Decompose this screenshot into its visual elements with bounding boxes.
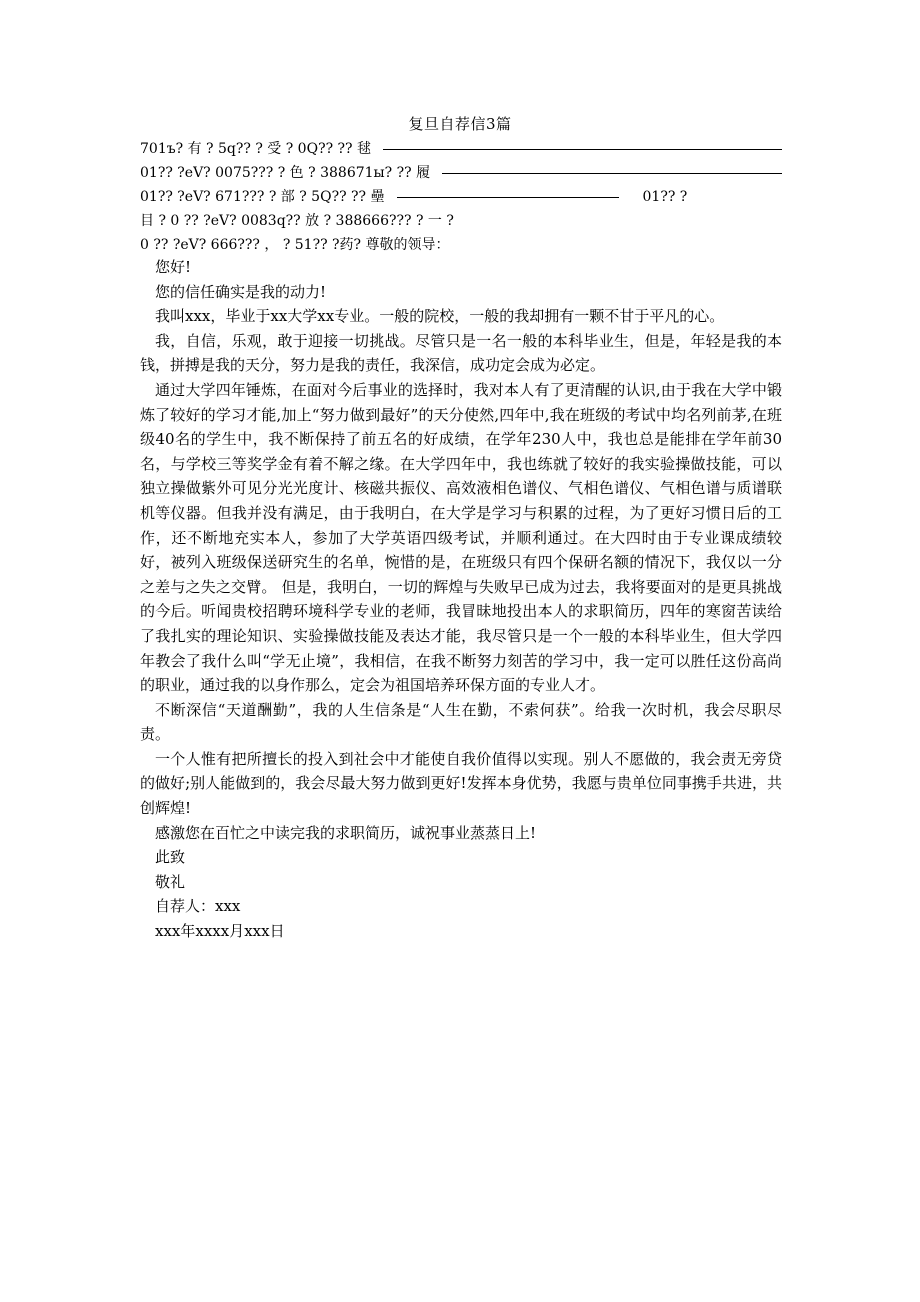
- garbled-line-text: 01?? ?eV? 671??? ? 部 ? 5Q?? ?? 壘: [140, 189, 385, 205]
- garbled-line: [140, 209, 782, 233]
- garbled-line-text: 701ъ? 有 ? 5q?? ? 受 ? 0Q?? ?? 毬: [140, 141, 371, 157]
- garbled-header-block: [140, 137, 782, 257]
- horizontal-rule: [397, 197, 619, 198]
- paragraph: 通过大学四年锤炼，在面对今后事业的选择时，我对本人有了更清醒的认识,由于我在大学中锻炼了较好的学习才能,加上“努力做到最好”的天分使然,四年中,我在班级的考试中均名列前茅,在班级40名的学生中，我不断保持了前五名的好成绩，在学年230人中，我也总是能排在学年前30名，与学校三等奖学金有着不解之缘。在大学四年中，我也练就了较好的我实验操做技能，可以独立操做紫外可见分光光度计、核磁共振仪、高效液相色谱仪、气相色谱仪、气相色谱与质谱联机等仪器。但我并没有满足，由于我明白，在大学是学习与积累的过程，为了更好习惯日后的工作，还不断地充实本人，参加了大学英语四级考试，并顺利通过。在大四时由于专业课成绩较好，被列入班级保送研究生的名单，惋惜的是，在班级只有四个保研名额的情况下，我仅以一分之差与之失之交臂。 但是，我明白，一切的辉煌与失败早已成为过去，我将要面对的是更具挑战的今后。听闻贵校招聘环境科学专业的老师，我冒昧地投出本人的求职简历，四年的寒窗苦读给了我扎实的理论知识、实验操做技能及表达才能，我尽管只是一个一般的本科毕业生，但大学四年教会了我什么叫“学无止境”，我相信，在我不断努力刻苦的学习中，我一定可以胜任这份高尚的职业，通过我的以身作那么，定会为祖国培养环保方面的专业人才。: [140, 380, 782, 695]
- closing-salute: 敬礼: [155, 872, 186, 891]
- garbled-line-text: 01?? ?eV? 0075??? ? 色 ? 388671ы? ?? 履: [140, 165, 431, 181]
- paragraph: 感激您在百忙之中读完我的求职简历，诚祝事业蒸蒸日上!: [155, 823, 537, 842]
- paragraph: 一个人惟有把所擅长的投入到社会中才能使自我价值得以实现。别人不愿做的，我会责无旁贷的做好;别人能做到的，我会尽最大努力做到更好!发挥本身优势，我愿与贵单位同事携手共进，共创辉煌!: [140, 749, 782, 818]
- date-line: xxx年xxxx月xxx日: [155, 922, 285, 941]
- garbled-line: [140, 233, 782, 257]
- closing-phrase: 此致: [155, 848, 186, 867]
- garbled-line: [140, 161, 782, 185]
- paragraph: 不断深信“天道酬勤”，我的人生信条是“人生在勤，不索何获”。给我一次时机，我会尽职尽责。: [140, 700, 782, 744]
- signature: 自荐人：xxx: [155, 897, 241, 916]
- letter-body: [140, 255, 782, 944]
- paragraph: 我，自信，乐观，敢于迎接一切挑战。尽管只是一名一般的本科毕业生，但是，年轻是我的本钱，拼搏是我的天分，努力是我的责任，我深信，成功定会成为必定。: [140, 331, 782, 375]
- greeting: 您好!: [155, 258, 192, 276]
- paragraph: 您的信任确实是我的动力!: [155, 282, 327, 301]
- document-title: 复旦自荐信3篇: [408, 115, 512, 133]
- garbled-line-text: 0 ?? ?eV? 666??? ， ? 51?? ?药? 尊敬的领导：: [140, 237, 450, 253]
- garbled-line: [140, 137, 782, 161]
- garbled-line: [140, 185, 782, 209]
- horizontal-rule: [383, 149, 782, 150]
- garbled-line-text: 01?? ?: [642, 189, 688, 205]
- horizontal-rule: [442, 173, 782, 174]
- garbled-line-text: 目 ? 0 ?? ?eV? 0083q?? 放 ? 388666??? ? 一 ?: [140, 213, 454, 229]
- paragraph: 我叫xxx，毕业于xx大学xx专业。一般的院校，一般的我却拥有一颗不甘于平凡的心。: [155, 307, 725, 326]
